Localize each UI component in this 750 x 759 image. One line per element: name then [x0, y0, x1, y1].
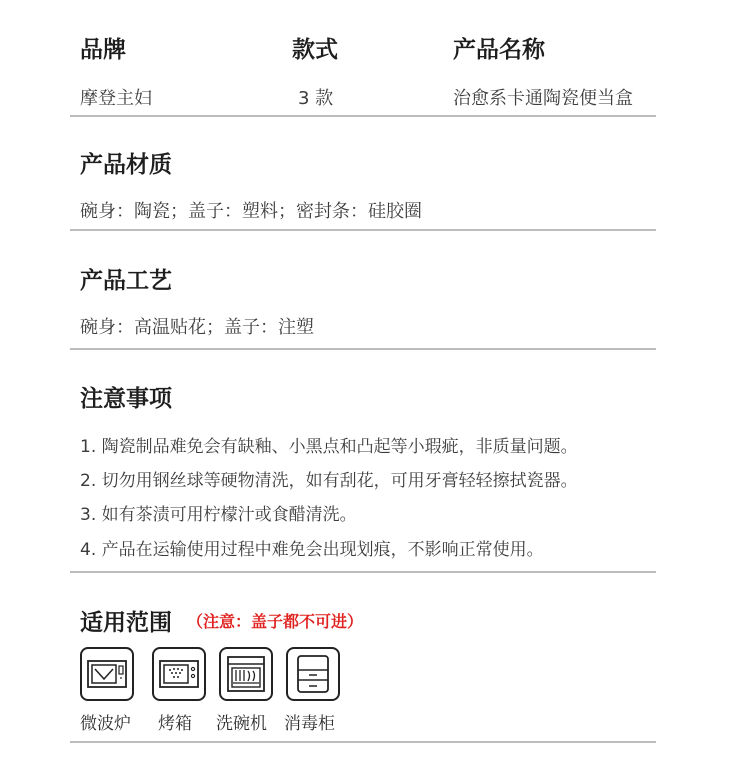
dishwasher-icon	[219, 647, 273, 701]
note-item-2: 2. 切勿用钢丝球等硬物清洗，如有刮花，可用牙膏轻轻擦拭瓷器。	[80, 471, 578, 491]
appliance-label-microwave: 微波炉	[80, 714, 131, 734]
appliance-label-oven: 烤箱	[158, 714, 192, 734]
note-item-4: 4. 产品在运输使用过程中难免会出现划痕，不影响正常使用。	[80, 540, 544, 560]
notes-title: 注意事项	[80, 386, 172, 412]
brand-value: 摩登主妇	[80, 88, 152, 109]
note-item-1: 1. 陶瓷制品难免会有缺釉、小黑点和凸起等小瑕疵，非质量问题。	[80, 437, 578, 457]
divider	[70, 571, 656, 573]
product-name-label: 产品名称	[453, 37, 545, 63]
usage-title: 适用范围	[80, 610, 172, 636]
microwave-icon	[80, 647, 134, 701]
divider	[70, 229, 656, 231]
sterilizer-icon	[286, 647, 340, 701]
divider	[70, 115, 656, 117]
note-item-3: 3. 如有茶渍可用柠檬汁或食醋清洗。	[80, 505, 357, 525]
brand-label: 品牌	[80, 37, 126, 63]
divider	[70, 741, 656, 743]
craft-value: 碗身：高温贴花；盖子：注塑	[80, 317, 314, 338]
craft-title: 产品工艺	[80, 268, 172, 294]
product-name-value: 治愈系卡通陶瓷便当盒	[453, 88, 633, 109]
appliance-label-sterilizer: 消毒柜	[284, 714, 335, 734]
material-value: 碗身：陶瓷；盖子：塑料；密封条：硅胶圈	[80, 201, 422, 222]
appliance-label-dishwasher: 洗碗机	[216, 714, 267, 734]
style-value: 3 款	[298, 88, 334, 109]
usage-warning: （注意：盖子都不可进）	[187, 612, 364, 631]
style-label: 款式	[292, 37, 338, 63]
material-title: 产品材质	[80, 152, 172, 178]
oven-icon	[152, 647, 206, 701]
divider	[70, 348, 656, 350]
